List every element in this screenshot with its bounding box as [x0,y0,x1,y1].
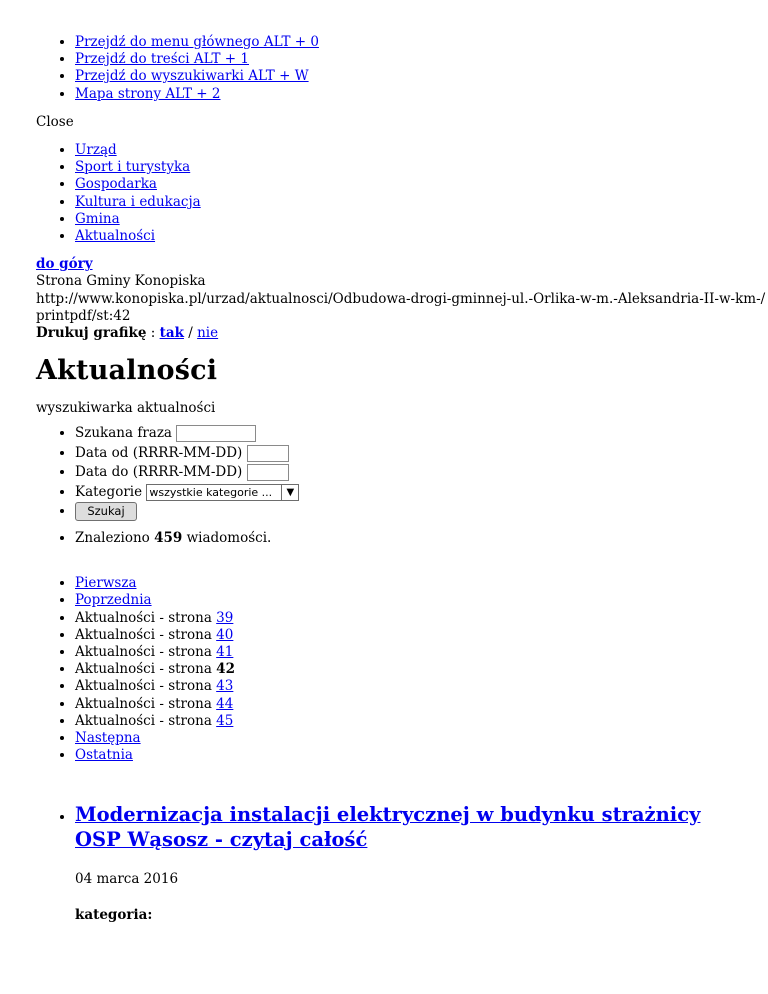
category-select[interactable] [146,484,299,501]
pagination-item [75,696,732,713]
nav-link-aktualnosci[interactable]: Aktualności [75,228,156,245]
results-summary [36,530,732,547]
print-graphics-label: Drukuj grafikę [36,325,147,342]
pagination-item [75,627,732,644]
search-form [36,424,732,522]
pagination-last-link[interactable]: Ostatnia [75,747,133,764]
pagination-page-link[interactable]: 39 [216,609,234,626]
pagination-page-prefix: Aktualności - strona [75,712,212,729]
search-phrase-input[interactable] [176,425,256,442]
skip-link-menu[interactable]: Przejdź do menu głównego ALT + 0 [75,34,319,50]
skip-link-item [75,86,732,103]
print-graphics-separator: : [150,325,156,342]
nav-link-kultura[interactable]: Kultura i edukacja [75,193,201,210]
article-date: 04 marca 2016 [75,871,179,888]
pagination-current-page: 42 [216,661,235,678]
skip-link-content[interactable]: Przejdź do treści ALT + 1 [75,51,249,68]
skip-link-item [75,68,732,85]
results-item [75,530,732,547]
article-list [36,802,732,923]
search-field-date-from [75,444,732,464]
pagination-page-link[interactable]: 41 [216,643,234,660]
pagination [36,575,732,764]
back-to-top-link[interactable]: do góry [36,256,93,273]
nav-item [75,142,732,159]
search-field-phrase [75,424,732,444]
skip-link-sitemap[interactable]: Mapa strony ALT + 2 [75,85,221,102]
skip-link-search[interactable]: Przejdź do wyszukiwarki ALT + W [75,68,309,85]
pagination-item [75,747,732,764]
page-url-line2: printpdf/st:42 [36,307,131,324]
date-to-label: Data do (RRRR-MM-DD) [75,464,243,481]
nav-link-urzad[interactable]: Urząd [75,142,117,159]
print-graphics-yes-link[interactable]: tak [159,325,184,342]
nav-link-gmina[interactable]: Gmina [75,210,120,227]
nav-item [75,228,732,245]
page-url [36,290,766,325]
skip-link-item [75,51,732,68]
main-nav [36,142,732,245]
print-graphics-row [36,325,732,342]
article-title-link[interactable]: Modernizacja instalacji elektrycznej w budynku strażnicy OSP Wąsosz - czytaj całość [75,803,701,852]
nav-link-gospodarka[interactable]: Gospodarka [75,176,157,193]
pagination-page-link[interactable]: 40 [216,626,234,643]
nav-item [75,176,732,193]
search-submit-button[interactable]: Szukaj [75,502,137,521]
pagination-page-link[interactable]: 43 [216,678,234,695]
pagination-page-link[interactable]: 44 [216,695,234,712]
print-graphics-slash: / [188,325,193,342]
search-field-date-to [75,463,732,483]
pagination-page-prefix: Aktualności - strona [75,626,212,643]
results-suffix: wiadomości. [186,529,272,546]
pagination-item [75,610,732,627]
pagination-item [75,592,732,609]
page-url-line1: http://www.konopiska.pl/urzad/aktualnosci/Odbudowa-drogi-gminnej-ul.-Orlika-w-m.-Aleksandria-II-w-km-/ [36,290,766,307]
close-button[interactable]: Close [36,113,74,130]
category-label: Kategorie [75,483,143,500]
search-phrase-label: Szukana fraza [75,425,172,442]
results-count: 459 [154,529,183,546]
pagination-item [75,678,732,695]
nav-item [75,159,732,176]
print-graphics-no-link[interactable]: nie [197,325,219,342]
nav-link-sport[interactable]: Sport i turystyka [75,159,191,176]
pagination-page-link[interactable]: 45 [216,712,234,729]
page-title: Aktualności [36,355,218,387]
pagination-prev-link[interactable]: Poprzednia [75,592,152,609]
nav-item [75,194,732,211]
search-submit-item [75,502,732,522]
skip-link-item [75,34,732,51]
search-field-category [75,483,732,503]
pagination-first-link[interactable]: Pierwsza [75,575,137,592]
nav-item [75,211,732,228]
pagination-next-link[interactable]: Następna [75,729,141,746]
pagination-item [75,713,732,730]
skip-links [36,34,732,103]
article-item [75,802,732,923]
pagination-page-prefix: Aktualności - strona [75,609,212,626]
pagination-page-prefix: Aktualności - strona [75,643,212,660]
search-heading: wyszukiwarka aktualności [36,400,216,417]
pagination-item [75,644,732,661]
pagination-item [75,575,732,592]
pagination-item [75,661,732,678]
pagination-page-prefix: Aktualności - strona [75,661,212,678]
pagination-page-prefix: Aktualności - strona [75,678,212,695]
pagination-page-prefix: Aktualności - strona [75,695,212,712]
triangle-down-icon: ▼ [281,485,298,500]
results-prefix: Znaleziono [75,529,150,546]
pagination-item [75,730,732,747]
article-category-label: kategoria: [75,906,153,923]
date-to-input[interactable] [247,464,289,481]
date-from-input[interactable] [247,445,289,462]
date-from-label: Data od (RRRR-MM-DD) [75,444,243,461]
category-select-value: wszystkie kategorie ... [149,485,273,499]
site-name: Strona Gminy Konopiska [36,273,206,290]
